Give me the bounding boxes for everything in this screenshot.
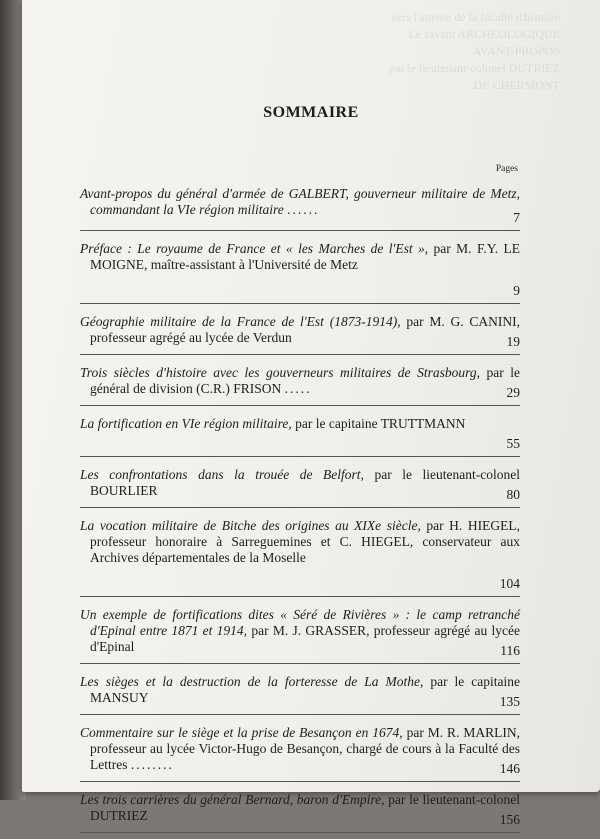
pages-column-label: Pages (495, 164, 518, 174)
leader-dots: ..... (284, 381, 312, 396)
entry-title: Commentaire sur le siège et la prise de Besançon en 1674, (80, 725, 403, 740)
entry-author: par le capitaine MANSUY (90, 674, 520, 705)
entry-author: par M. F.Y. LE MOIGNE, maître-assistant à l'Université de Metz (90, 241, 521, 272)
entry-page-number: 7 (513, 210, 520, 225)
entry-page-number: 116 (500, 643, 520, 658)
entry-title: Avant-propos du général d'armée de GALBERT, gouverneur militaire de Metz, commandant la VIe région militaire (80, 186, 520, 217)
entry-title: Les confrontations dans la trouée de Belfort, (80, 467, 364, 482)
entry-page-number: 156 (499, 812, 520, 827)
entry-author: par M. J. GRASSER, professeur agrégé au lycée d'Epinal (90, 623, 520, 654)
entry-page-number: 146 (499, 761, 520, 776)
entry-title: Préface : Le royaume de France et « les Marches de l'Est », (80, 241, 429, 256)
show-through-text (330, 10, 560, 95)
entry-page-number: 104 (499, 576, 520, 591)
entry-page-number: 19 (506, 334, 520, 349)
toc-entry (80, 514, 520, 597)
toc-entry (80, 361, 520, 406)
ghost-line: DE CHERMONT (473, 78, 560, 92)
toc-entry (80, 182, 520, 231)
entry-page-number: 135 (499, 694, 520, 709)
ghost-line: par le lieutenant-colonel DUTRIEZ (389, 61, 560, 75)
entry-page-number: 80 (506, 487, 520, 502)
entry-author: par le lieutenant-colonel DUTRIEZ (90, 792, 520, 823)
toc-entry (80, 603, 520, 664)
entry-page-number: 55 (506, 436, 520, 451)
entry-page-number: 29 (506, 385, 520, 400)
entry-title: Les sièges et la destruction de la forteresse de La Mothe, (80, 674, 424, 689)
leader-dots: ........ (130, 757, 174, 772)
leader-dots: ...... (287, 202, 320, 217)
ghost-line: vers l'attente de la faculté d'histoire (390, 10, 560, 24)
entry-title: La vocation militaire de Bitche des origines au XIXe siècle, (80, 518, 421, 533)
entry-author: par M. R. MARLIN, professeur au lycée Victor-Hugo de Besançon, chargé de cours à la Faculté des Lettres (90, 725, 520, 772)
book-page (22, 0, 600, 827)
toc-entry (80, 670, 520, 715)
entry-title: Trois siècles d'histoire avec les gouverneurs militaires de Strasbourg, (80, 365, 480, 380)
toc-entry (80, 463, 520, 508)
toc-entry (80, 721, 520, 782)
entry-title: La fortification en VIe région militaire, (80, 416, 292, 431)
entry-title: Les trois carrières du général Bernard, baron d'Empire, (80, 792, 385, 807)
entry-author: par H. HIEGEL, professeur honoraire à Sarreguemines et C. HIEGEL, conservateur aux Archives départementales de la Moselle (90, 518, 520, 565)
entry-author: par le général de division (C.R.) FRISON (90, 365, 521, 396)
toc-entry (80, 310, 520, 355)
page-title: SOMMAIRE (263, 104, 359, 121)
entry-title: Un exemple de fortifications dites « Séré de Rivières » : le camp retranché d'Epinal entre 1871 et 1914, (80, 607, 520, 638)
toc-entry (80, 412, 520, 457)
entry-author: par le capitaine TRUTTMANN (295, 416, 466, 431)
ghost-line: Le savant ARCHEOLOGIQUE (408, 27, 560, 41)
toc-entry (80, 237, 520, 304)
entry-author: par le lieutenant-colonel BOURLIER (90, 467, 521, 498)
ghost-line: AVANT-PROPOS (472, 44, 560, 58)
entry-page-number: 9 (513, 283, 520, 298)
entry-title: Géographie militaire de la France de l'Est (1873-1914), (80, 314, 401, 329)
table-of-contents (80, 182, 520, 839)
entry-author: par M. G. CANINI, professeur agrégé au lycée de Verdun (90, 314, 520, 345)
toc-entry (80, 788, 520, 833)
